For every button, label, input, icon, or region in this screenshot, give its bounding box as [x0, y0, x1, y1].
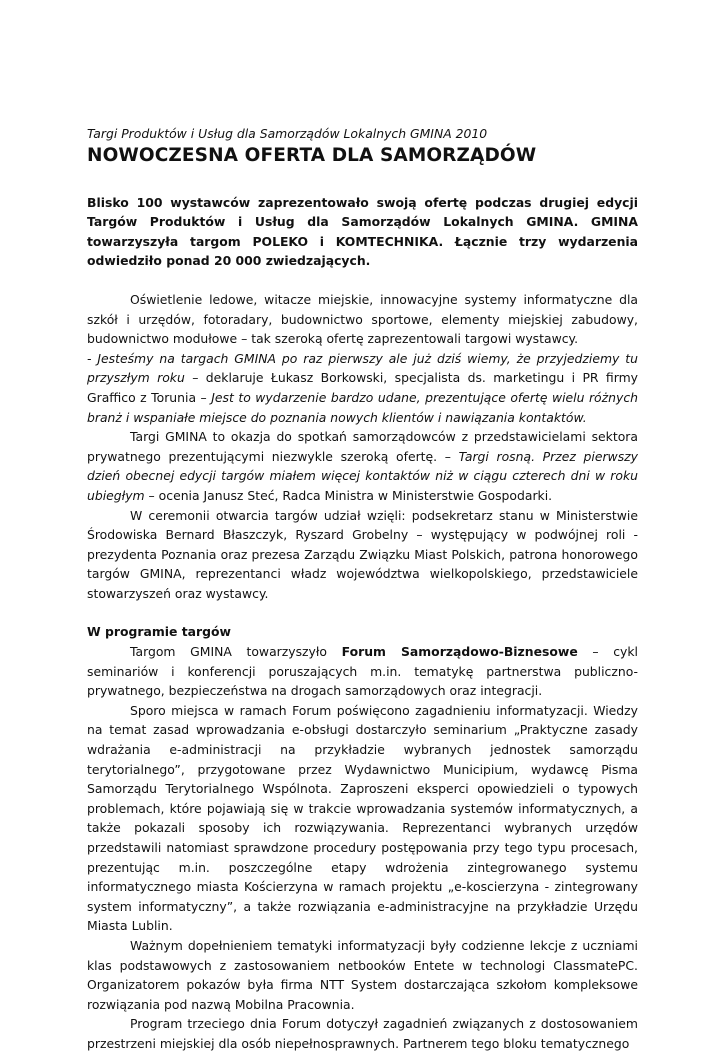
paragraph-1: [87, 290, 638, 427]
quote-borkowski-2: Jest to wydarzenie bardzo udane, prezentujące ofertę wielu różnych branż i wspaniałe miejsce do poznania nowych klientów i nawiązania kontaktów.: [87, 389, 638, 425]
paragraph-2-text: Targi GMINA to okazja do spotkań samorządowców z przedstawicielami sektora prywatnego prezentującymi niezwykle szeroką ofertę. –: [87, 429, 638, 464]
paragraph-4: [87, 642, 638, 701]
article-title: NOWOCZESNA OFERTA DLA SAMORZĄDÓW: [87, 144, 537, 166]
paragraph-3: W ceremonii otwarcia targów udział wzięli: podsekretarz stanu w Ministerstwie Środowiska Bernard Błaszczyk, Ryszard Grobelny – występujący w podwójnej roli - prezydenta Poznania oraz prezesa Zarządu Związku Miast Polskich, patrona honorowego targów GMINA, reprezentanci władz województwa wielkopolskiego, przedstawiciele stowarzyszeń oraz wystawcy.: [87, 507, 638, 601]
paragraph-5: Sporo miejsca w ramach Forum poświęcono zagadnieniu informatyzacji. Wiedzy na temat zasad wprowadzania e-obsługi dostarczyło seminarium „Praktyczne zasady wdrażania e-administracji na przykładzie wybranych jednostek samorządu terytorialnego”, przygotowane przez Wydawnictwo Municipium, wydawcę Pisma Samorządu Terytorialnego Wspólnota. Zaproszeni eksperci opowiedzieli o typowych problemach, które pojawiają się w trakcie wprowadzania systemów informatycznych, a także pokazali sposoby ich rozwiązywania. Reprezentanci wybranych urzędów przedstawili natomiast sprawdzone procedury postępowania przy tego typu procesach, prezentując m.in. poszczególne etapy wdrożenia zintegrowanego systemu informatycznego miasta Kościerzyna w ramach projektu „e-koscierzyna - zintegrowany system informatyczny”, a także rozwiązania e-administracyjne na przykładzie Urzędu Miasta Lublin.: [87, 702, 638, 934]
paragraph-4-text: – cykl seminariów i konferencji poruszających m.in. tematykę partnerstwa publiczno-prywatnego, bezpieczeństwa na drogach samorządowych oraz integracji.: [87, 644, 638, 699]
paragraph-6: Ważnym dopełnieniem tematyki informatyzacji były codzienne lekcje z uczniami klas podstawowych z zastosowaniem netbooków Entete w technologi ClassmatePC. Organizatorem pokazów była firma NTT System dostarczająca szkołom kompleksowe rozwiązania pod nazwą Mobilna Pracownia.: [87, 937, 638, 1012]
quote-borkowski-1: - Jesteśmy na targach GMINA po raz pierwszy ale już dziś wiemy, że przyjedziemy tu przyszłym roku: [87, 350, 638, 386]
paragraph-2: [87, 427, 638, 505]
paragraph-1-text: Oświetlenie ledowe, witacze miejskie, innowacyjne systemy informatyczne dla szkół i urzędów, fotoradary, budownictwo sportowe, elementy miejskiej zabudowy, budownictwo modułowe – tak szeroką ofertę zaprezentowali targowi wystawcy.: [87, 291, 638, 347]
attribution-borkowski: – deklaruje Łukasz Borkowski, specjalista ds. marketingu i PR firmy Graffico z Torunia –: [87, 370, 638, 405]
paragraph-4-intro: Targom GMINA towarzyszyło: [130, 644, 342, 660]
forum-name: Forum Samorządowo-Biznesowe: [341, 644, 578, 660]
quote-stec: Targi rosną. Przez pierwszy dzień obecnej edycji targów miałem więcej kontaktów niż w ciągu czterech dni w roku ubiegłym: [87, 448, 638, 503]
lead-paragraph: Blisko 100 wystawców zaprezentowało swoją ofertę podczas drugiej edycji Targów Produktów i Usług dla Samorządów Lokalnych GMINA. GMINA towarzyszyła targom POLEKO i KOMTECHNIKA. Łącznie trzy wydarzenia odwiedziło ponad 20 000 zwiedzających.: [87, 194, 638, 269]
paragraph-7: Program trzeciego dnia Forum dotyczył zagadnień związanych z dostosowaniem przestrzeni miejskiej dla osób niepełnosprawnych. Partnerem tego bloku tematycznego: [87, 1016, 638, 1051]
attribution-stec: – ocenia Janusz Steć, Radca Ministra w Ministerstwie Gospodarki.: [144, 487, 553, 503]
section-heading: W programie targów: [87, 624, 231, 640]
event-kicker: Targi Produktów i Usług dla Samorządów Lokalnych GMINA 2010: [87, 126, 488, 141]
